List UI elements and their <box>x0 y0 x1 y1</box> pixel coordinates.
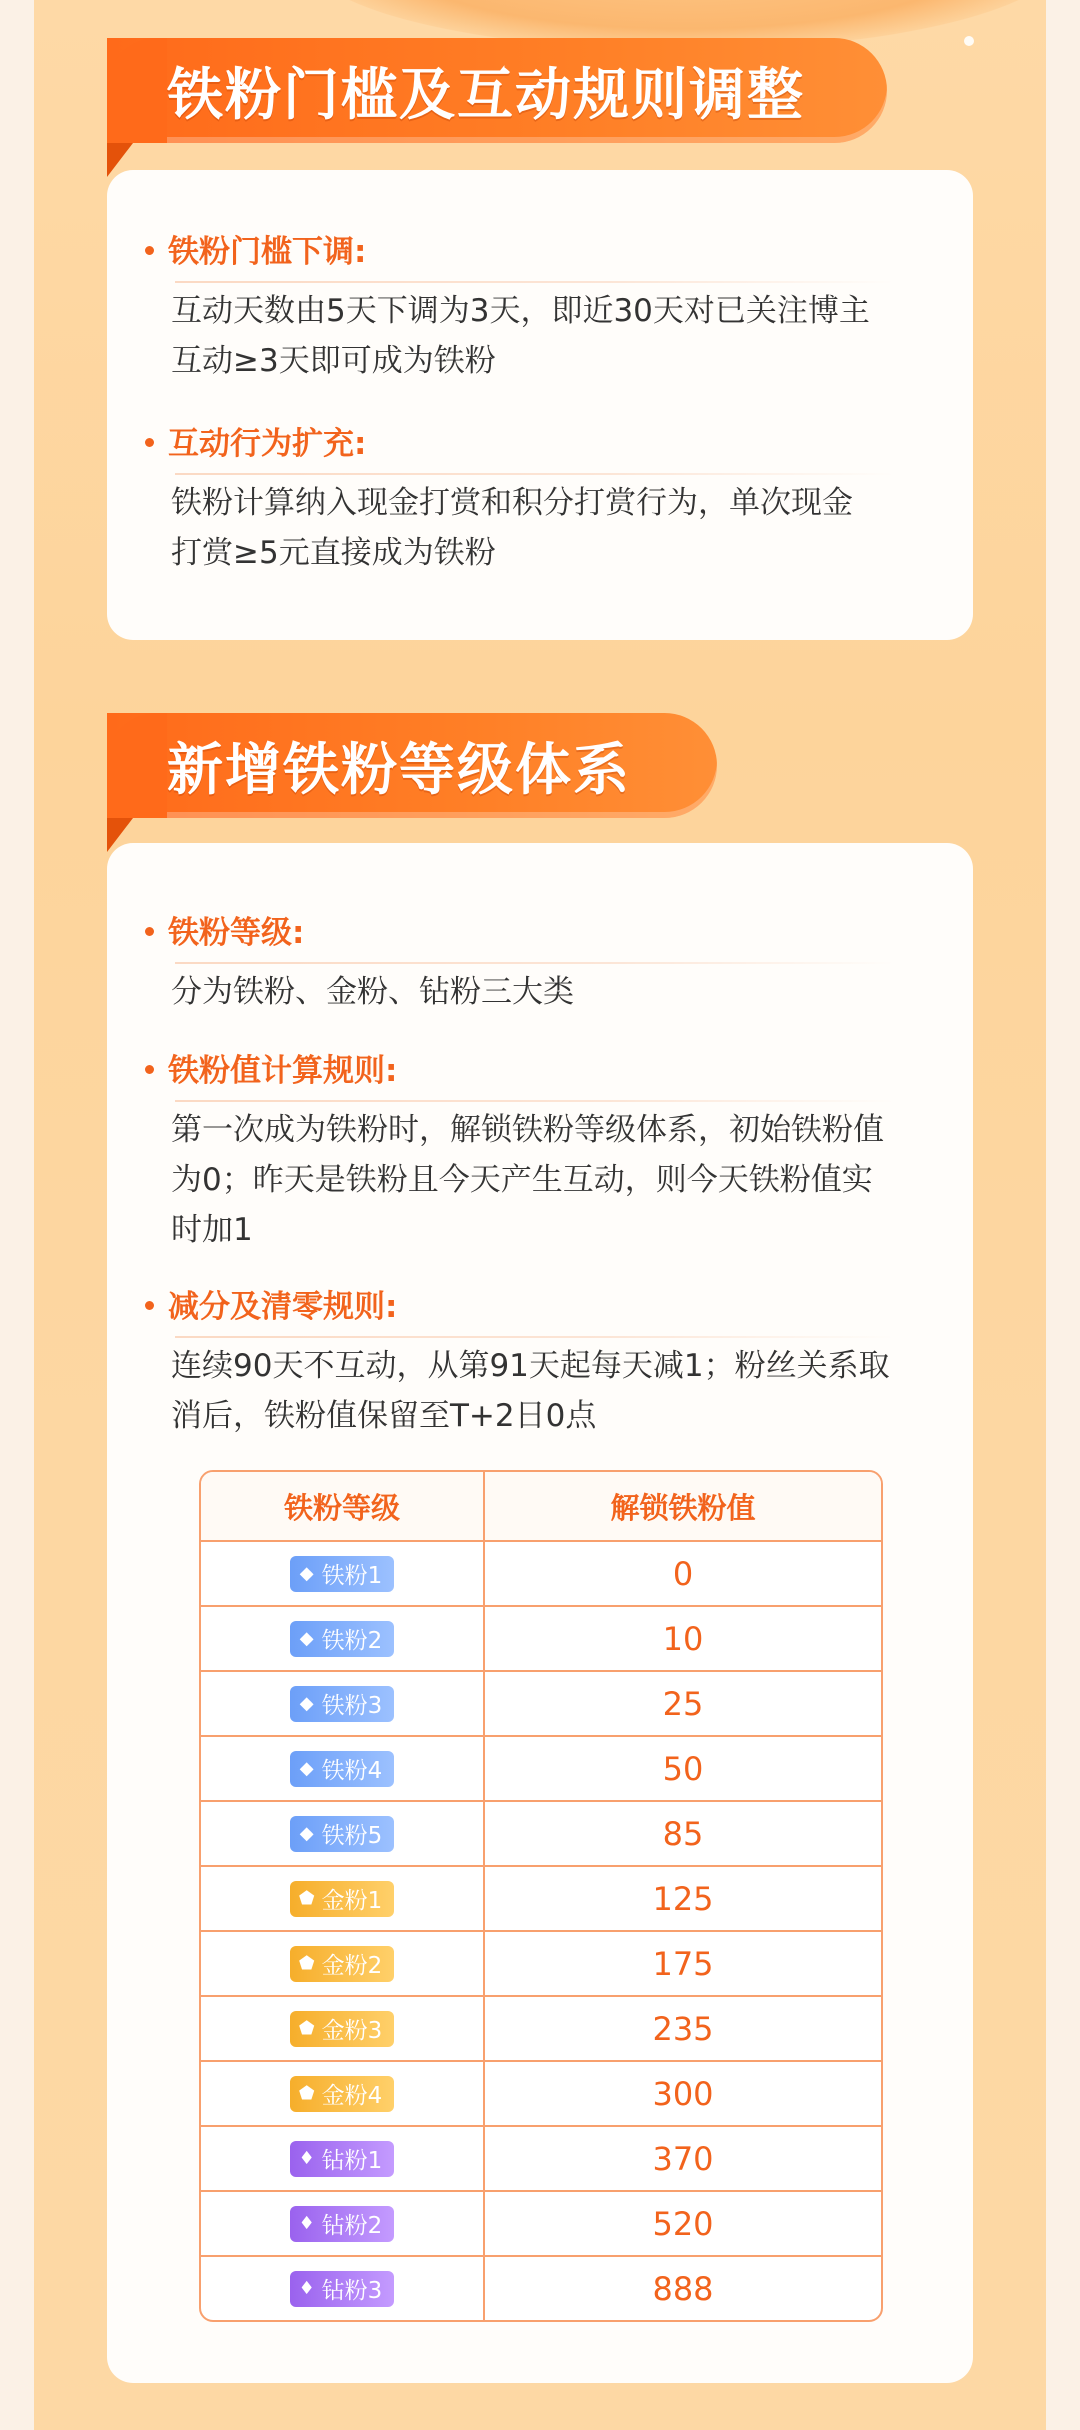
level-cell <box>201 1672 485 1737</box>
table-row <box>201 2062 881 2127</box>
level-label: 铁粉2 <box>321 1628 383 1654</box>
bullet-icon <box>145 927 154 936</box>
level-label: 铁粉1 <box>321 1563 383 1589</box>
diamond-icon: ◆ <box>299 1562 314 1584</box>
rule-heading: 互动行为扩充: <box>145 418 366 473</box>
table-row <box>201 1932 881 1997</box>
bullet-icon <box>145 438 154 447</box>
level-label: 金粉2 <box>321 1953 383 1979</box>
unlock-value: 125 <box>485 1867 881 1932</box>
level-table <box>199 1470 883 2322</box>
level-badge <box>290 2271 395 2307</box>
pentagon-gem-icon: ⬟ <box>298 2017 315 2039</box>
level-badge <box>290 2141 395 2177</box>
table-row <box>201 1867 881 1932</box>
table-row <box>201 1997 881 2062</box>
unlock-value: 175 <box>485 1932 881 1997</box>
diamond-gem-icon: ♦ <box>298 2212 315 2234</box>
diamond-icon: ◆ <box>299 1757 314 1779</box>
rule-description: 第一次成为铁粉时，解锁铁粉等级体系，初始铁粉值 为0；昨天是铁粉且今天产生互动，则今天铁粉值实 时加1 <box>171 1112 884 1248</box>
diamond-icon: ◆ <box>299 1692 314 1714</box>
level-badge <box>290 1751 395 1787</box>
level-label: 金粉1 <box>321 1888 383 1914</box>
section2-card <box>107 843 973 2383</box>
level-table-body <box>201 1542 881 2320</box>
level-cell <box>201 1932 485 1997</box>
rule-heading: 铁粉值计算规则: <box>145 1045 397 1100</box>
section1-title: 铁粉门槛及互动规则调整 <box>167 62 805 128</box>
level-cell <box>201 2127 485 2192</box>
section1-banner <box>107 38 887 143</box>
level-badge <box>290 2206 395 2242</box>
level-cell <box>201 1542 485 1607</box>
table-row <box>201 2257 881 2320</box>
section2-title: 新增铁粉等级体系 <box>167 737 631 803</box>
level-badge <box>290 1686 395 1722</box>
level-cell <box>201 1737 485 1802</box>
rule-heading: 铁粉门槛下调: <box>145 226 366 281</box>
table-header-row <box>201 1472 881 1542</box>
level-cell <box>201 1867 485 1932</box>
bullet-icon <box>145 246 154 255</box>
column-header-value: 解锁铁粉值 <box>485 1472 881 1542</box>
diamond-icon: ◆ <box>299 1822 314 1844</box>
table-row <box>201 1672 881 1737</box>
table-row <box>201 1607 881 1672</box>
table-row <box>201 1802 881 1867</box>
level-badge <box>290 1881 395 1917</box>
unlock-value: 50 <box>485 1737 881 1802</box>
level-label: 金粉3 <box>321 2018 383 2044</box>
rule-heading: 减分及清零规则: <box>145 1281 397 1336</box>
unlock-value: 300 <box>485 2062 881 2127</box>
unlock-value: 370 <box>485 2127 881 2192</box>
sparkle-icon <box>964 36 974 46</box>
table-row <box>201 2127 881 2192</box>
table-row <box>201 2192 881 2257</box>
section2-banner <box>107 713 717 818</box>
level-label: 铁粉5 <box>321 1823 383 1849</box>
unlock-value: 10 <box>485 1607 881 1672</box>
rule-description: 分为铁粉、金粉、钻粉三大类 <box>171 974 574 1010</box>
unlock-value: 520 <box>485 2192 881 2257</box>
unlock-value: 0 <box>485 1542 881 1607</box>
page-margin-left <box>0 0 34 2430</box>
level-label: 钻粉3 <box>321 2278 383 2304</box>
level-label: 铁粉4 <box>321 1758 383 1784</box>
level-badge <box>290 1556 395 1592</box>
level-cell <box>201 1997 485 2062</box>
level-badge <box>290 2076 395 2112</box>
level-badge <box>290 1816 395 1852</box>
rule-heading: 铁粉等级: <box>145 907 304 962</box>
level-cell <box>201 1802 485 1867</box>
level-cell <box>201 1607 485 1672</box>
level-cell <box>201 2192 485 2257</box>
level-label: 金粉4 <box>321 2083 383 2109</box>
column-header-level: 铁粉等级 <box>201 1472 485 1542</box>
level-label: 钻粉1 <box>321 2148 383 2174</box>
bullet-icon <box>145 1301 154 1310</box>
rule-description: 互动天数由5天下调为3天，即近30天对已关注博主 互动≥3天即可成为铁粉 <box>171 293 870 379</box>
table-row <box>201 1542 881 1607</box>
unlock-value: 25 <box>485 1672 881 1737</box>
bullet-icon <box>145 1065 154 1074</box>
section1-card <box>107 170 973 640</box>
level-label: 铁粉3 <box>321 1693 383 1719</box>
level-badge <box>290 1946 395 1982</box>
rule-description: 连续90天不互动，从第91天起每天减1；粉丝关系取 消后，铁粉值保留至T+2日0点 <box>171 1348 890 1434</box>
pentagon-gem-icon: ⬟ <box>298 1952 315 1974</box>
table-row <box>201 1737 881 1802</box>
level-badge <box>290 1621 395 1657</box>
rule-description: 铁粉计算纳入现金打赏和积分打赏行为，单次现金 打赏≥5元直接成为铁粉 <box>171 485 853 571</box>
diamond-icon: ◆ <box>299 1627 314 1649</box>
level-badge <box>290 2011 395 2047</box>
level-label: 钻粉2 <box>321 2213 383 2239</box>
page-margin-right <box>1046 0 1080 2430</box>
pentagon-gem-icon: ⬟ <box>298 2082 315 2104</box>
level-cell <box>201 2062 485 2127</box>
unlock-value: 85 <box>485 1802 881 1867</box>
pentagon-gem-icon: ⬟ <box>298 1887 315 1909</box>
unlock-value: 888 <box>652 2269 714 2308</box>
level-cell <box>201 2257 485 2320</box>
unlock-value: 235 <box>485 1997 881 2062</box>
diamond-gem-icon: ♦ <box>298 2277 315 2299</box>
diamond-gem-icon: ♦ <box>298 2147 315 2169</box>
